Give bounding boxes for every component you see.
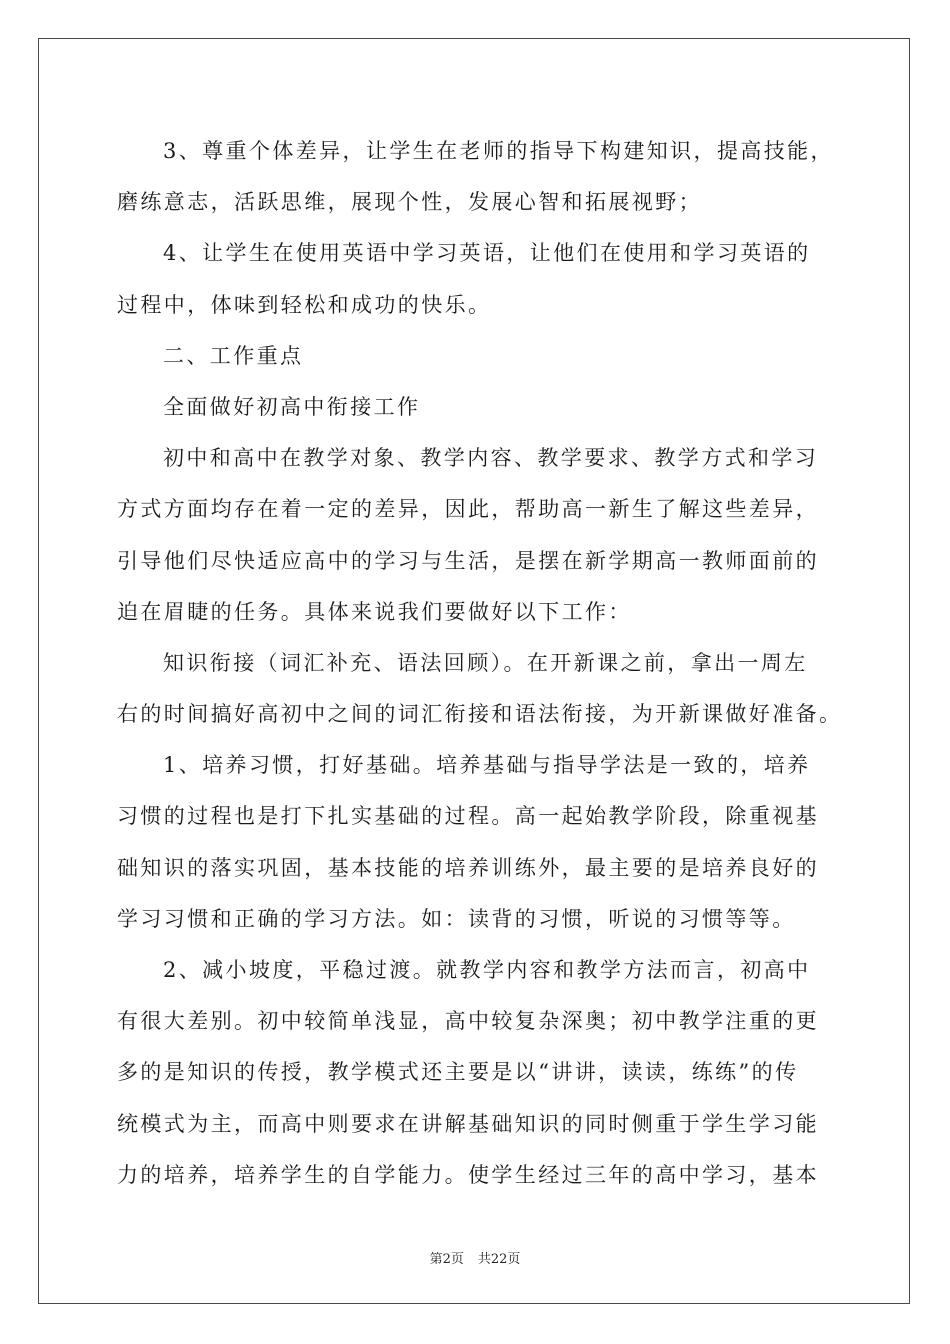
text-line: 统模式为主，而高中则要求在讲解基础知识的同时侧重于学生学习能 (117, 1111, 819, 1136)
document-body (117, 126, 843, 1201)
text-line: 1、培养习惯，打好基础。培养基础与指导学法是一致的，培养 (163, 753, 811, 778)
text-line: 力的培养，培养学生的自学能力。使学生经过三年的高中学习，基本 (117, 1162, 819, 1187)
section-heading: 二、工作重点 (163, 343, 304, 368)
text-line: 习惯的过程也是打下扎实基础的过程。高一起始教学阶段，除重视基 (117, 804, 819, 829)
text-line: 知识衔接（词汇补充、语法回顾）。在开新课之前，拿出一周左 (163, 650, 808, 675)
text-line: 3、尊重个体差异，让学生在老师的指导下构建知识，提高技能， (163, 139, 834, 163)
page-footer (0, 1248, 950, 1267)
text-line: 学习习惯和正确的学习方法。如：读背的习惯，听说的习惯等等。 (117, 906, 796, 931)
text-line: 初中和高中在教学对象、教学内容、教学要求、教学方式和学习 (163, 446, 819, 471)
subsection-heading: 全面做好初高中衔接工作 (163, 394, 421, 419)
text-line: 多的是知识的传授，教学模式还主要是以“讲讲，读读，练练”的传 (117, 1060, 799, 1085)
text-line: 2、减小坡度，平稳过渡。就教学内容和教学方法而言，初高中 (163, 958, 811, 982)
text-line: 础知识的落实巩固，基本技能的培养训练外，最主要的是培养良好的 (117, 855, 819, 880)
text-line: 有很大差别。初中较简单浅显，高中较复杂深奥；初中教学注重的更 (117, 1009, 819, 1034)
total-pages: 共22页 (477, 1252, 521, 1267)
text-line: 过程中，体味到轻松和成功的快乐。 (117, 292, 492, 317)
text-line: 右的时间搞好高初中之间的词汇衔接和语法衔接，为开新课做好准备。 (117, 702, 843, 727)
text-line: 迫在眉睫的任务。具体来说我们要做好以下工作： (117, 599, 632, 624)
text-line: 磨练意志，活跃思维，展现个性，发展心智和拓展视野； (117, 190, 702, 215)
text-line: 引导他们尽快适应高中的学习与生活，是摆在新学期高一教师面前的 (117, 548, 819, 573)
page-number: 第2页 (429, 1252, 464, 1267)
text-line: 方式方面均存在着一定的差异，因此，帮助高一新生了解这些差异， (117, 497, 819, 522)
text-line: 4、让学生在使用英语中学习英语，让他们在使用和学习英语的 (163, 241, 811, 266)
